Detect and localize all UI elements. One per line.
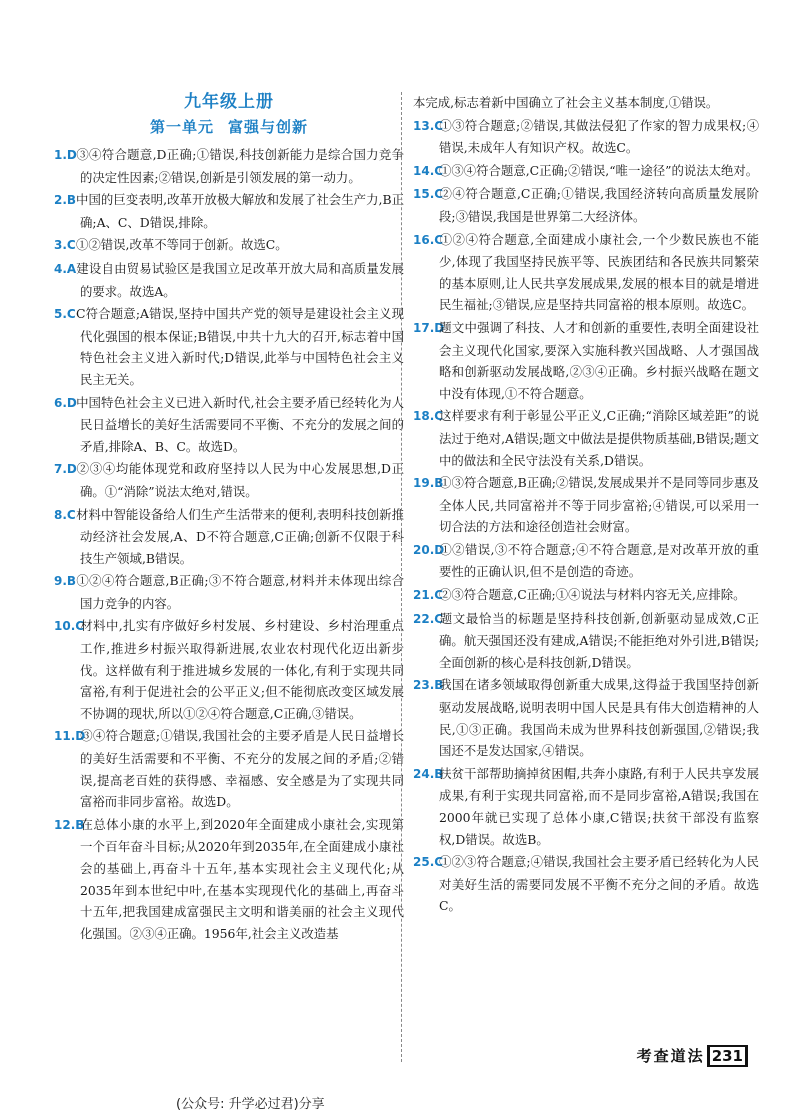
share-note: (公众号: 升学必过君)分享 (176, 1097, 325, 1112)
answer-text: ①②错误,③不符合题意;④不符合题意,是对改革开放的重要性的正确认识,但不是创造的奇迹。 (439, 541, 759, 580)
answer-text: ②④符合题意,C正确;①错误,我国经济转向高质量发展阶段;③错误,我国是世界第二大经济体。 (439, 186, 759, 224)
answer-text: ①②④符合题意,B正确;③不符合题意,材料并未体现出综合国力竞争的内容。 (76, 573, 404, 611)
answer-number: 23.B (413, 678, 444, 693)
page-footer (637, 1045, 748, 1067)
answer-item (413, 183, 759, 227)
unit-name: 富强与创新 (228, 118, 309, 136)
answer-item (413, 472, 759, 538)
answer-item (413, 229, 759, 316)
answer-text: ①②④符合题意,全面建成小康社会,一个少数民族也不能少,体现了我国坚持民族平等、民族团结和各民族共同繁荣的基本原则,让人民共享发展成果,发展的根本目的就是增进民生福祉;③错误,应是坚持共同富裕的根本原则。故选C。 (439, 231, 759, 313)
answer-number: 4.A (54, 261, 77, 276)
answer-number: 11.D (54, 729, 86, 744)
answer-continuation: 本完成,标志着新中国确立了社会主义基本制度,①错误。 (413, 95, 719, 110)
answer-number: 17.D (413, 320, 445, 335)
footer-brand-name: 考查道法 (636, 1047, 705, 1065)
answer-number: 20.D (413, 542, 445, 557)
answer-number: 7.D (54, 462, 77, 477)
answer-text: 我国在诸多领域取得创新重大成果,这得益于我国坚持创新驱动发展战略,说明表明中国人民是具有伟大创造精神的人民,①③正确。我国尚未成为世界科技创新强国,②错误;我国还不是发达国家,④错误。 (439, 677, 759, 759)
answer-number: 18.C (413, 409, 444, 424)
answer-text: 中国特色社会主义已进入新时代,社会主要矛盾已经转化为人民日益增长的美好生活需要同不平衡、不充分的发展之间的矛盾,排除A、B、C。故选D。 (76, 394, 404, 454)
section-header (54, 90, 404, 140)
answer-item (413, 674, 759, 761)
answer-text: 建设自由贸易试验区是我国立足改革开放大局和高质量发展的要求。故选A。 (76, 260, 404, 299)
answer-number: 9.B (54, 574, 77, 589)
answer-item (413, 584, 759, 607)
answer-item (54, 725, 404, 812)
column-divider (401, 92, 402, 1062)
answer-item (413, 539, 759, 583)
answer-item (54, 189, 404, 233)
answer-item (54, 258, 404, 302)
answer-item (54, 144, 404, 188)
answer-text: 题文中强调了科技、人才和创新的重要性,表明全面建设社会主义现代化国家,要深入实施科教兴国战略、人才强国战略和创新驱动发展战略,②③④正确。乡村振兴战略在题文中没有体现,①不符合题意。 (439, 319, 759, 401)
answer-number: 13.C (413, 118, 444, 133)
answer-number: 24.B (413, 766, 444, 781)
answer-number: 2.B (54, 193, 77, 208)
grade-title: 九年级上册 (184, 92, 274, 112)
answer-text: C符合题意;A错误,坚持中国共产党的领导是建设社会主义现代化强国的根本保证;B错误,中共十九大的召开,标志着中国特色社会主义进入新时代;D错误,此举与中国特色社会主义民主无关。 (76, 306, 404, 387)
answer-number: 21.C (413, 588, 444, 603)
answer-item (413, 608, 759, 674)
answer-number: 12.B (54, 817, 85, 832)
answer-number: 16.C (413, 232, 444, 247)
answer-text: ①②错误,改革不等同于创新。故选C。 (76, 237, 288, 253)
answer-text: 材料中智能设备给人们生产生活带来的便利,表明科技创新推动经济社会发展,A、D不符合题意,C正确;创新不仅限于科技生产领域,B错误。 (76, 506, 404, 566)
answer-item (54, 570, 404, 614)
answer-number: 3.C (54, 238, 76, 253)
answer-number: 25.C (413, 855, 444, 870)
answer-number: 6.D (54, 395, 77, 410)
answer-number: 8.C (54, 507, 76, 522)
answer-item (54, 504, 404, 570)
answer-text: ①③④符合题意,C正确;②错误,“唯一途径”的说法太绝对。 (439, 162, 759, 178)
answer-number: 1.D (54, 148, 77, 162)
answer-item (54, 303, 404, 390)
answer-text: ②③符合题意,C正确;①④说法与材料内容无关,应排除。 (439, 587, 746, 603)
answer-text: 这样要求有利于彰显公平正义,C正确;“消除区域差距”的说法过于绝对,A错误;题文中做法是提供物质基础,B错误;题文中的做法和全民守法没有关系,D错误。 (439, 408, 759, 468)
answer-text: ①③符合题意,B正确;②错误,发展成果并不是同等同步惠及全体人民,共同富裕并不等于同步富裕;④错误,可以采用一切合法的方法和途径创造社会财富。 (439, 475, 759, 535)
answer-number: 10.C (54, 619, 85, 634)
right-column (413, 92, 759, 918)
answer-text: ①②③符合题意;④错误,我国社会主要矛盾已经转化为人民对美好生活的需要同发展不平衡不充分之间的矛盾。故选C。 (439, 854, 759, 914)
answer-item (413, 317, 759, 404)
left-column (54, 90, 404, 945)
answer-text: ①③符合题意;②错误,其做法侵犯了作家的智力成果权;④错误,未成年人有知识产权。故选C。 (439, 117, 759, 156)
answer-text: 题文最恰当的标题是坚持科技创新,创新驱动显成效,C正确。航天强国还没有建成,A错误;不能拒绝对外引进,B错误;全面创新的核心是科技创新,D错误。 (439, 610, 759, 670)
answer-item (413, 851, 759, 917)
answer-item (413, 115, 759, 159)
answer-text: 在总体小康的水平上,到2020年全面建成小康社会,实现第一个百年奋斗目标;从2020年到2035年,在全面建成小康社会的基础上,再奋斗十五年,基本实现社会主义现代化;从2035年到本世纪中叶,在基本实现现代化的基础上,再奋斗十五年,把我国建成富强民主文明和谐美丽的社会主义现代化强国。②③④正确。1956年,社会主义改造基 (80, 816, 404, 941)
answer-text: 扶贫干部帮助摘掉贫困帽,共奔小康路,有利于人民共享发展成果,有利于实现共同富裕,而不是同步富裕,A错误;我国在2000年就已实现了总体小康,C错误;扶贫干部没有监察权,D错误。故选B。 (439, 765, 759, 847)
answer-number: 19.B (413, 476, 444, 491)
answer-text: ③④符合题意,D正确;①错误,科技创新能力是综合国力竞争的决定性因素;②错误,创新是引领发展的第一动力。 (76, 147, 404, 185)
answer-item (54, 234, 404, 257)
answer-item (413, 763, 759, 850)
answer-item (54, 458, 404, 502)
answer-item (413, 405, 759, 471)
answer-item (54, 814, 404, 945)
answer-number: 22.C (413, 611, 444, 626)
answer-number: 5.C (54, 307, 76, 322)
answer-text: 中国的巨变表明,改革开放极大解放和发展了社会生产力,B正确;A、C、D错误,排除。 (76, 192, 404, 230)
page-number: 231 (707, 1045, 748, 1067)
answer-number: 14.C (413, 163, 444, 178)
answer-item (413, 160, 759, 183)
answer-text: ③④符合题意;①错误,我国社会的主要矛盾是人民日益增长的美好生活需要和不平衡、不充分的发展之间的矛盾;②错误,提高老百姓的获得感、幸福感、安全感是为了实现共同富裕而非同步富裕。故选D。 (80, 728, 404, 810)
answer-number: 15.C (413, 187, 444, 202)
answer-item (54, 615, 404, 724)
answer-text: 材料中,扎实有序做好乡村发展、乡村建设、乡村治理重点工作,推进乡村振兴取得新进展,农业农村现代化迈出新步伐。这样做有利于推进城乡发展的一体化,有利于实现共同富裕,有利于促进社会的公平正义;但不能彻底改变区域发展不协调的现状,所以①②④符合题意,C正确,③错误。 (80, 618, 404, 721)
answer-item (54, 392, 404, 458)
answer-text: ②③④均能体现党和政府坚持以人民为中心发展思想,D正确。①“消除”说法太绝对,错误。 (76, 461, 404, 499)
unit-number: 第一单元 (149, 118, 214, 136)
unit-title (54, 114, 404, 140)
